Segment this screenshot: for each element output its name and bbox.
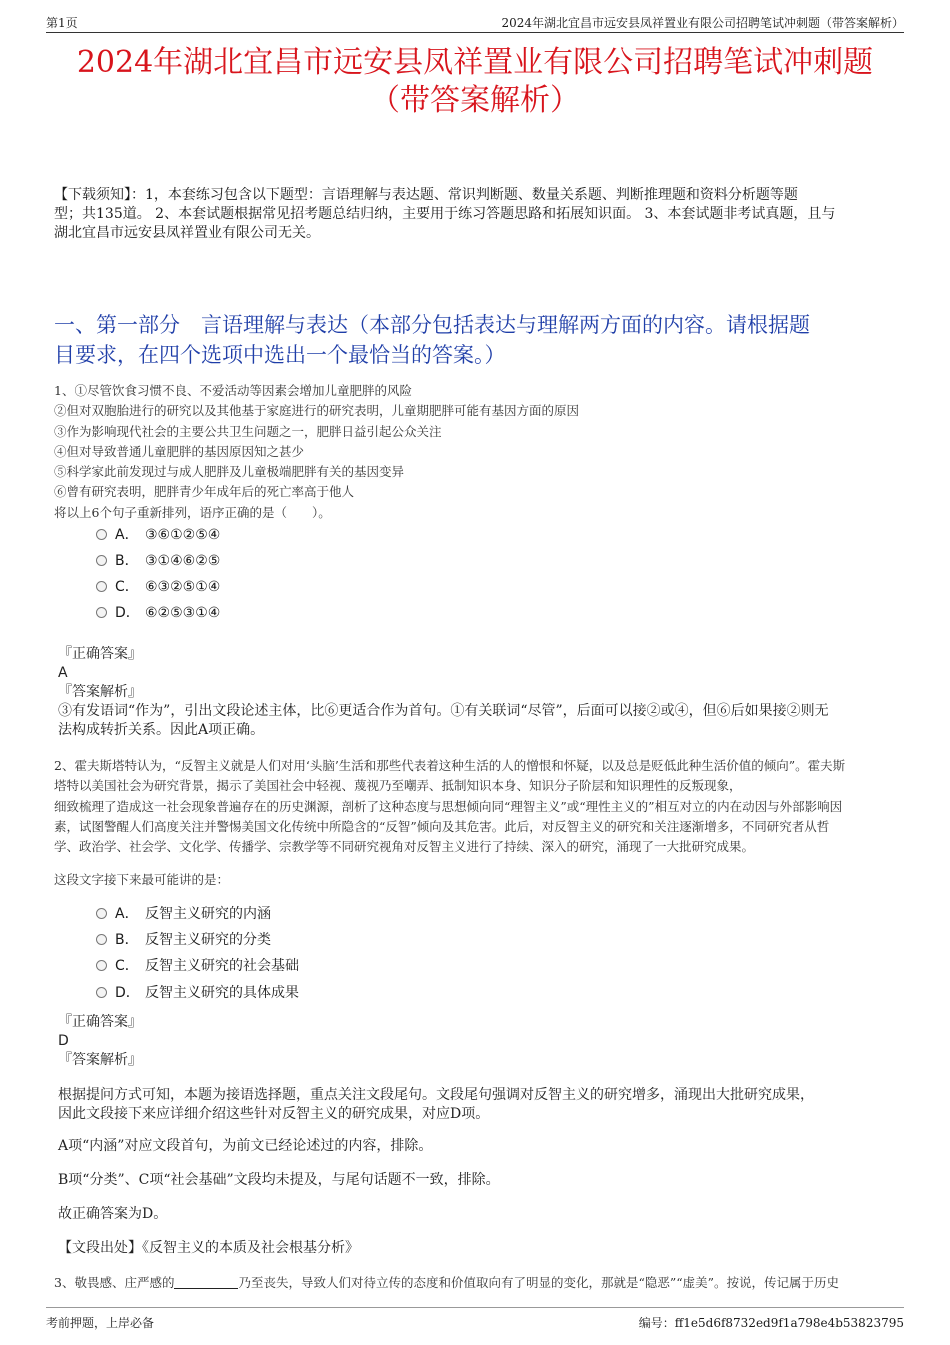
question-line: ⑤科学家此前发现过与成人肥胖及儿童极端肥胖有关的基因变异 [54, 464, 405, 480]
fill-blank [174, 1276, 238, 1289]
document-title: 2024年湖北宜昌市远安县凤祥置业有限公司招聘笔试冲刺题 [76, 45, 874, 80]
answer-value: D [58, 1033, 69, 1049]
section-heading [54, 310, 899, 370]
question-line: ②但对双胞胎进行的研究以及其他基于家庭进行的研究表明，儿童期肥胖可能有基因方面的原因 [54, 403, 580, 419]
source-citation: 【文段出处】《反智主义的本质及社会根基分析》 [58, 1240, 359, 1256]
radio-icon[interactable] [96, 908, 107, 919]
analysis-label: 『答案解析』 [58, 1052, 142, 1068]
running-header-title: 2024年湖北宜昌市远安县凤祥置业有限公司招聘笔试冲刺题（带答案解析） [501, 16, 904, 30]
analysis-text: 法构成转折关系。因此A项正确。 [58, 722, 265, 738]
q2-analysis-paragraph [58, 1086, 898, 1124]
q1-option-c[interactable]: C． ⑥③②⑤①④ [96, 577, 220, 597]
question-line: 1、①尽管饮食习惯不良、不爱活动等因素会增加儿童肥胖的风险 [54, 383, 412, 398]
q2-option-a[interactable]: A． 反智主义研究的内涵 [96, 904, 271, 924]
answer-label: 『正确答案』 [58, 646, 142, 662]
question-2-stem [54, 756, 904, 857]
question-text: 3、敬畏感、庄严感的 [54, 1275, 175, 1290]
section-heading-line: 一、第一部分 言语理解与表达（本部分包括表达与理解两方面的内容。请根据题 [54, 313, 810, 337]
radio-icon[interactable] [96, 987, 107, 998]
notice-line: 湖北宜昌市远安县凤祥置业有限公司无关。 [54, 225, 320, 241]
question-line: 2、霍夫斯塔特认为，“反智主义就是人们对用‘头脑’生活和那些代表着这种生活的人的憎恨和怀疑，以及总是贬低此种生活价值的倾向”。霍夫斯 [54, 758, 846, 773]
question-line: 将以上6个句子重新排列，语序正确的是（ ）。 [54, 504, 331, 520]
question-2-prompt: 这段文字接下来最可能讲的是： [54, 872, 230, 887]
radio-icon[interactable] [96, 581, 107, 592]
download-notice [54, 186, 899, 243]
document-id: 编号：ff1e5d6f8732ed9f1a798e4b53823795 [638, 1316, 904, 1330]
question-line: 素，试图警醒人们高度关注并警惕美国文化传统中所隐含的“反智”倾向及其危害。此后，对反智主义的研究和关注逐渐增多，不同研究者从哲 [54, 818, 830, 834]
question-line: ③作为影响现代社会的主要公共卫生问题之一，肥胖日益引起公众关注 [54, 423, 442, 439]
q2-option-d[interactable]: D． 反智主义研究的具体成果 [96, 983, 299, 1003]
footer-slogan: 考前押题，上岸必备 [46, 1316, 155, 1330]
question-line: 塔特以美国社会为研究背景，揭示了美国社会中轻视、蔑视乃至嘲弄、抵制知识本身、知识分子阶层和知识理性的反叛现象， [54, 778, 742, 794]
page-number: 第1页 [46, 16, 78, 30]
analysis-text: 故正确答案为D。 [58, 1206, 168, 1222]
q2-option-c[interactable]: C． 反智主义研究的社会基础 [96, 956, 299, 976]
q1-option-a[interactable]: A． ③⑥①②⑤④ [96, 525, 220, 545]
radio-icon[interactable] [96, 607, 107, 618]
radio-icon[interactable] [96, 960, 107, 971]
q1-answer-block [58, 645, 898, 740]
notice-line: 【下载须知】：1，本套练习包含以下题型：言语理解与表达题、常识判断题、数量关系题、判断推理题和资料分析题等题 [54, 187, 798, 203]
document-subtitle: （带答案解析） [370, 83, 580, 118]
section-heading-line: 目要求，在四个选项中选出一个最恰当的答案。） [54, 343, 506, 367]
question-3-stem [54, 1273, 904, 1293]
radio-icon[interactable] [96, 555, 107, 566]
analysis-text: A项“内涵”对应文段首句，为前文已经论述过的内容，排除。 [58, 1138, 433, 1154]
analysis-text: 根据提问方式可知，本题为接语选择题，重点关注文段尾句。文段尾句强调对反智主义的研究增多，涌现出大批研究成果， [58, 1087, 814, 1103]
answer-value: A [58, 665, 68, 681]
q1-option-b[interactable]: B． ③①④⑥②⑤ [96, 551, 220, 571]
q2-answer-block [58, 1013, 898, 1070]
question-1-stem [54, 381, 904, 523]
q2-option-b[interactable]: B． 反智主义研究的分类 [96, 930, 271, 950]
answer-label: 『正确答案』 [58, 1014, 142, 1030]
notice-line: 型；共135道。 2、本套试题根据常见招考题总结归纳，主要用于练习答题思路和拓展知识面。 3、本套试题非考试真题，且与 [54, 206, 836, 222]
radio-icon[interactable] [96, 934, 107, 945]
footer-divider [46, 1307, 904, 1308]
radio-icon[interactable] [96, 529, 107, 540]
question-line: ④但对导致普通儿童肥胖的基因原因知之甚少 [54, 443, 305, 459]
analysis-text: B项“分类”、C项“社会基础”文段均未提及，与尾句话题不一致，排除。 [58, 1172, 500, 1188]
question-text: 乃至丧失，导致人们对待立传的态度和价值取向有了明显的变化，那就是“隐恶”“虚美”。按说，传记属于历史 [238, 1275, 840, 1290]
analysis-text: 因此文段接下来应详细介绍这些针对反智主义的研究成果，对应D项。 [58, 1106, 490, 1122]
header-divider [46, 32, 904, 33]
analysis-label: 『答案解析』 [58, 684, 142, 700]
question-line: ⑥曾有研究表明，肥胖青少年成年后的死亡率高于他人 [54, 484, 355, 500]
question-line: 细致梳理了造成这一社会现象普遍存在的历史渊源，剖析了这种态度与思想倾向同“理智主义”或“理性主义的”相互对立的内在动因与外部影响因 [54, 798, 843, 814]
q1-option-d[interactable]: D． ⑥②⑤③①④ [96, 603, 220, 623]
analysis-text: ③有发语词“作为”，引出文段论述主体，比⑥更适合作为首句。①有关联词“尽管”，后面可以接②或④，但⑥后如果接②则无 [58, 703, 829, 719]
question-line: 学、政治学、社会学、文化学、传播学、宗教学等不同研究视角对反智主义进行了持续、深入的研究，涌现了一大批研究成果。 [54, 839, 755, 855]
